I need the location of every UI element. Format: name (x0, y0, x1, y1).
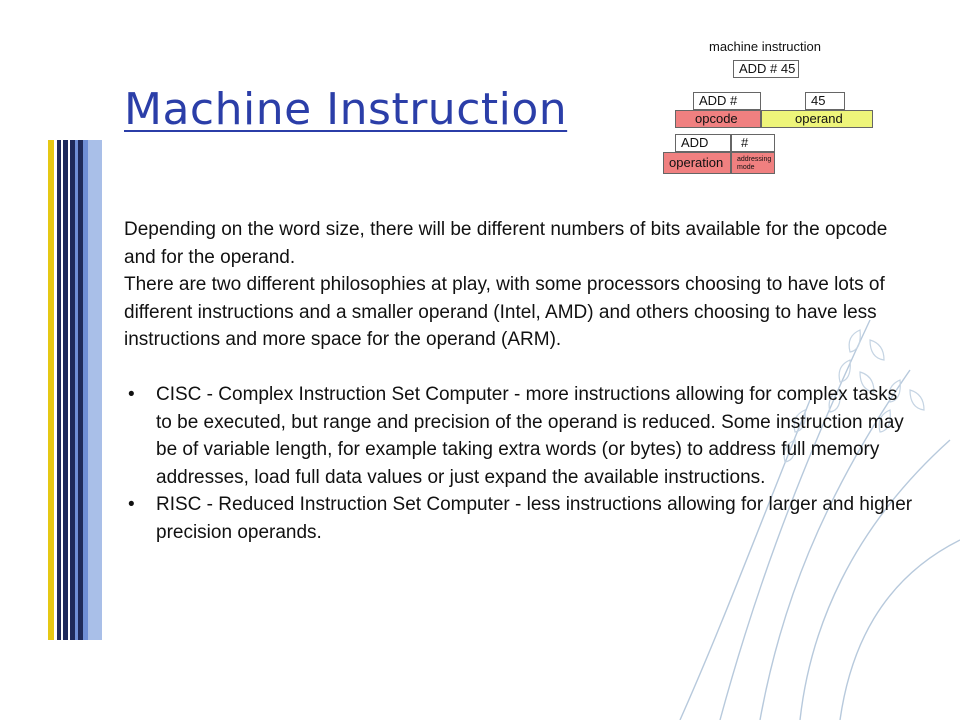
diagram-caption: machine instruction (709, 39, 821, 54)
bullet-item (124, 381, 914, 491)
paragraph-spacer (124, 354, 914, 382)
operand-label: operand (795, 111, 843, 126)
body-paragraph: Depending on the word size, there will be different numbers of bits available for the opcode and for the operand. (124, 219, 888, 268)
mode-value: # (741, 135, 749, 150)
operation-field: operation (663, 152, 731, 174)
full-instruction-box: ADD # 45 (733, 60, 799, 78)
operation-value-box: ADD (675, 134, 731, 152)
bullet-text: CISC - Complex Instruction Set Computer - more instructions allowing for complex tasks to be executed, but range and precision of the operand is reduced. Some instruction may be of variable length, for example taking extra words (or bytes) to address full memory addresses, load full data values or just expand the available instructions. (156, 384, 904, 488)
opcode-label: opcode (695, 111, 738, 126)
body-paragraph: There are two different philosophies at play, with some processors choosing to have lots of different instructions and a smaller operand (Intel, AMD) and others choosing to have less instructions and more space for the operand (ARM). (124, 274, 885, 350)
slide-body (124, 216, 914, 546)
opcode-field (675, 110, 761, 128)
bullet-item (124, 491, 914, 546)
operand-field (761, 110, 873, 128)
bullet-text: RISC - Reduced Instruction Set Computer - less instructions allowing for larger and higher precision operands. (156, 494, 913, 543)
operand-value-box: 45 (805, 92, 845, 110)
decorative-stripes (48, 140, 104, 640)
slide-title: Machine Instruction (124, 84, 568, 135)
stripe-light (88, 140, 102, 640)
mode-value-box (731, 134, 775, 152)
instruction-diagram (655, 36, 885, 181)
opcode-value-box: ADD # (693, 92, 761, 110)
bullet-list (124, 381, 914, 546)
addressing-mode-field: addressing mode (731, 152, 775, 174)
bullet-icon: • (128, 494, 135, 515)
bullet-icon: • (128, 384, 135, 405)
